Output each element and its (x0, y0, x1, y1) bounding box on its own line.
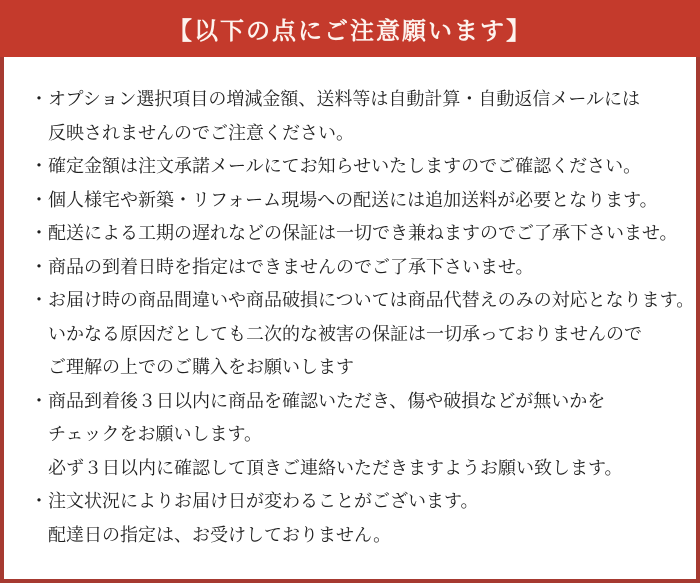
notice-line: ・注文状況によりお届け日が変わることがございます。 (30, 491, 479, 511)
notice-line: ・商品到着後３日以内に商品を確認いただき、傷や破損などが無いかを (30, 390, 606, 411)
notice-line: ・個人様宅や新築・リフォーム現場への配送には追加送料が必要となります。 (30, 189, 658, 210)
notice-line: いかなる原因だとしても二次的な被害の保証は一切承っておりませんので (48, 323, 642, 344)
notice-line: ・配送による工期の遅れなどの保証は一切でき兼ねますのでご了承下さいませ。 (30, 223, 678, 243)
notice-line: ・お届け時の商品間違いや商品破損については商品代替えのみの対応となります。 (30, 290, 695, 310)
notice-line: 必ず３日以内に確認して頂きご連絡いただきますようお願い致します。 (48, 457, 623, 478)
notice-list (0, 57, 700, 583)
page-title: 【以下の点にご注意願います】 (168, 18, 532, 45)
notice-line: ・商品の到着日時を指定はできませんのでご了承下さいませ。 (30, 256, 534, 277)
notice-line: ・オプション選択項目の増減金額、送料等は自動計算・自動返信メールには (30, 89, 641, 109)
notice-line: ご理解の上でのご購入をお願いします (48, 357, 354, 377)
notice-line: チェックをお願いします。 (48, 424, 263, 444)
header-banner (0, 0, 700, 57)
notice-line: ・確定金額は注文承諾メールにてお知らせいたしますのでご確認ください。 (30, 156, 642, 176)
notice-line: 配達日の指定は、お受けしておりません。 (48, 524, 392, 545)
notice-line: 反映されませんのでご注意ください。 (48, 122, 354, 143)
